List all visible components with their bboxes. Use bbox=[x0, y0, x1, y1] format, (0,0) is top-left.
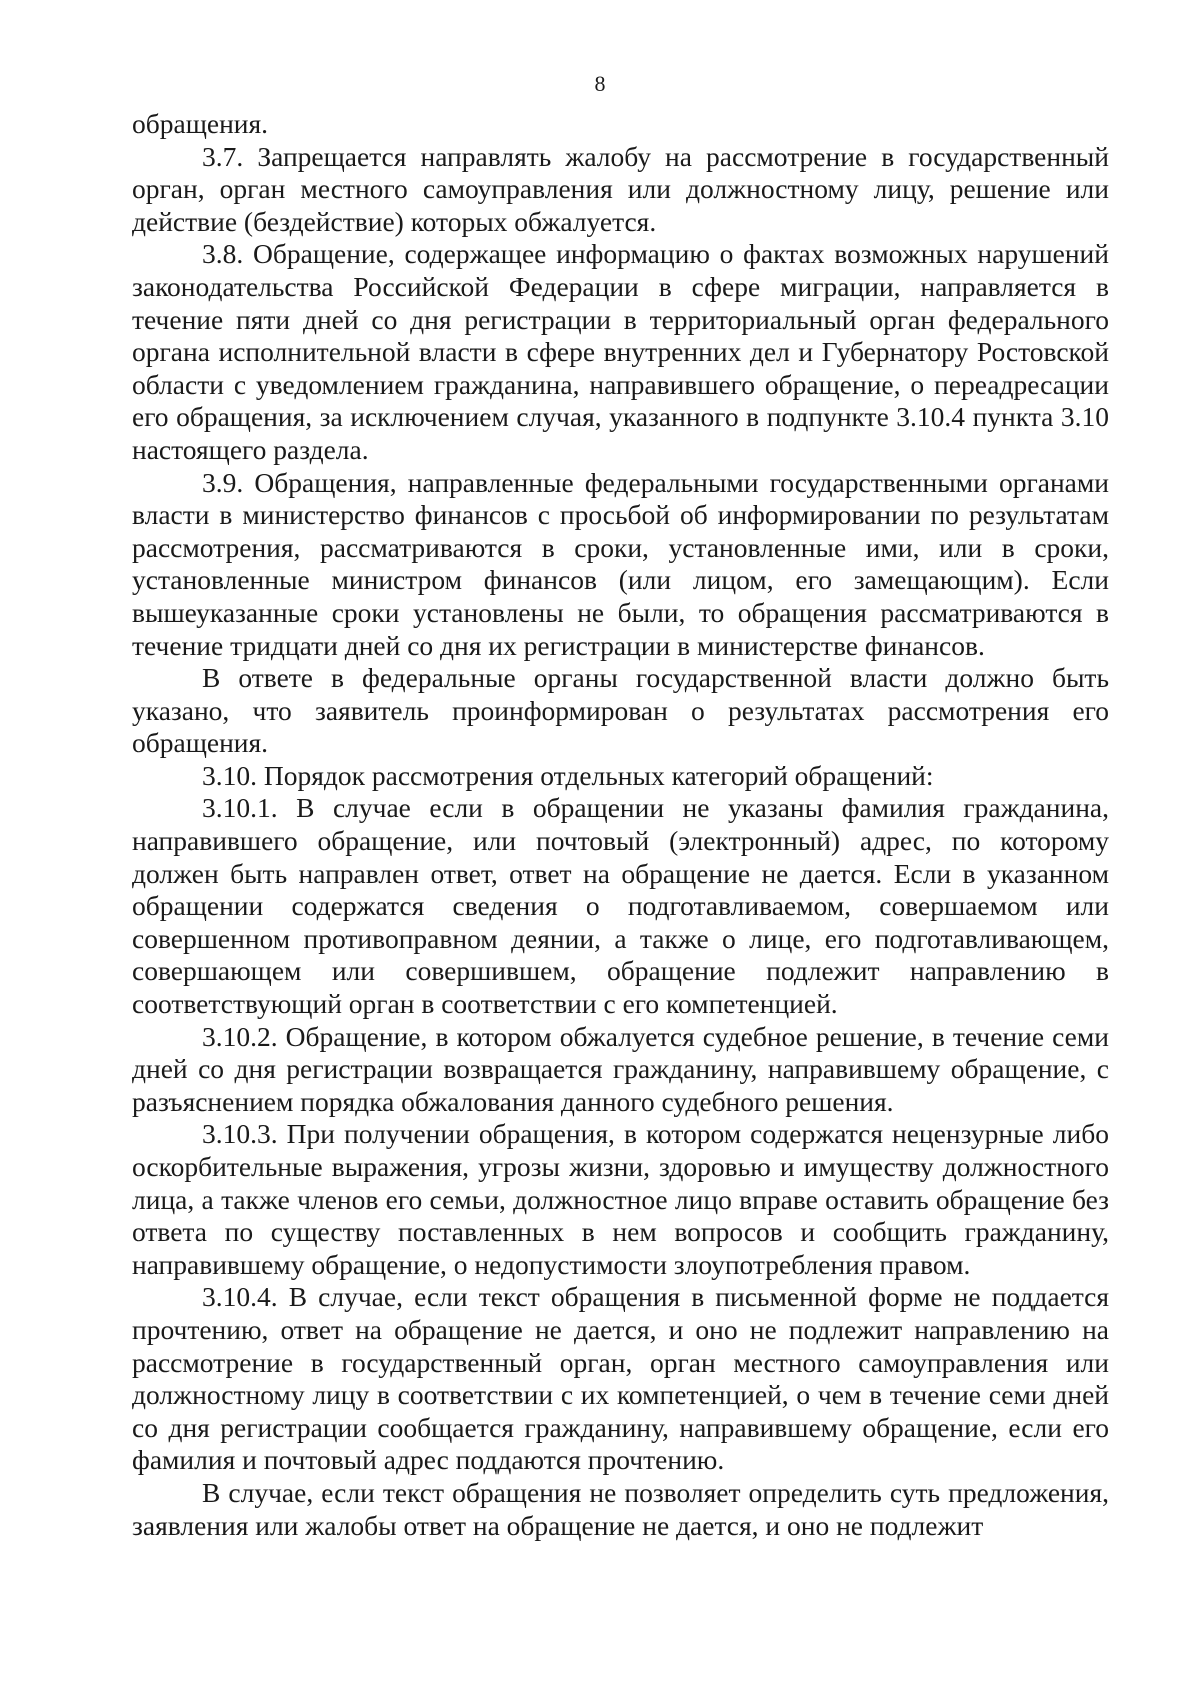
paragraph-3-7: 3.7. Запрещается направлять жалобу на рассмотрение в государственный орган, орган местного самоуправления или должностному лицу, решение или действие (бездействие) которых обжалуется. bbox=[132, 140, 1109, 237]
paragraph-3-9-response: В ответе в федеральные органы государственной власти должно быть указано, что заявитель проинформирован о результатах рассмотрения его обращения. bbox=[132, 662, 1109, 759]
paragraph-3-10-4-continued: В случае, если текст обращения не позволяет определить суть предложения, заявления или жалобы ответ на обращение не дается, и оно не подлежит bbox=[132, 1476, 1109, 1541]
paragraph-continuation: обращения. bbox=[132, 108, 269, 139]
paragraph-3-10-3: 3.10.3. При получении обращения, в котором содержатся нецензурные либо оскорбительные выражения, угрозы жизни, здоровью и имуществу должностного лица, а также членов его семьи, должностное лицо вправе оставить обращение без ответа по существу поставленных в нем вопросов и сообщить гражданину, направившему обращение, о недопустимости злоупотребления правом. bbox=[132, 1118, 1109, 1280]
paragraph-3-9: 3.9. Обращения, направленные федеральными государственными органами власти в министерство финансов с просьбой об информировании по результатам рассмотрения, рассматриваются в сроки, установленные ими, или в сроки, установленные министром финансов (или лицом, его замещающим). Если вышеуказанные сроки установлены не были, то обращения рассматриваются в течение тридцати дней со дня их регистрации в министерстве финансов. bbox=[132, 466, 1109, 661]
paragraph-3-10-4: 3.10.4. В случае, если текст обращения в письменной форме не поддается прочтению, ответ на обращение не дается, и оно не подлежит направлению на рассмотрение в государственный орган, орган местного самоуправления или должностному лицу в соответствии с их компетенцией, о чем в течение семи дней со дня регистрации сообщается гражданину, направившему обращение, если его фамилия и почтовый адрес поддаются прочтению. bbox=[132, 1281, 1109, 1476]
paragraph-3-10-2: 3.10.2. Обращение, в котором обжалуется судебное решение, в течение семи дней со дня регистрации возвращается гражданину, направившему обращение, с разъяснением порядка обжалования данного судебного решения. bbox=[132, 1020, 1109, 1117]
document-body bbox=[132, 108, 1109, 1542]
page-number: 8 bbox=[594, 71, 606, 96]
paragraph-3-10-1: 3.10.1. В случае если в обращении не указаны фамилия гражданина, направившего обращение, или почтовый (электронный) адрес, по которому должен быть направлен ответ, ответ на обращение не дается. Если в указанном обращении содержатся сведения о подготавливаемом, совершаемом или совершенном противоправном деянии, а также о лице, его подготавливающем, совершающем или совершившем, обращение подлежит направлению в соответствующий орган в соответствии с его компетенцией. bbox=[132, 792, 1109, 1020]
paragraph-3-8: 3.8. Обращение, содержащее информацию о фактах возможных нарушений законодательства Российской Федерации в сфере миграции, направляется в течение пяти дней со дня регистрации в территориальный орган федерального органа исполнительной власти в сфере внутренних дел и Губернатору Ростовской области с уведомлением гражданина, направившего обращение, о переадресации его обращения, за исключением случая, указанного в подпункте 3.10.4 пункта 3.10 настоящего раздела. bbox=[132, 238, 1109, 465]
paragraph-3-10: 3.10. Порядок рассмотрения отдельных категорий обращений: bbox=[202, 759, 934, 791]
